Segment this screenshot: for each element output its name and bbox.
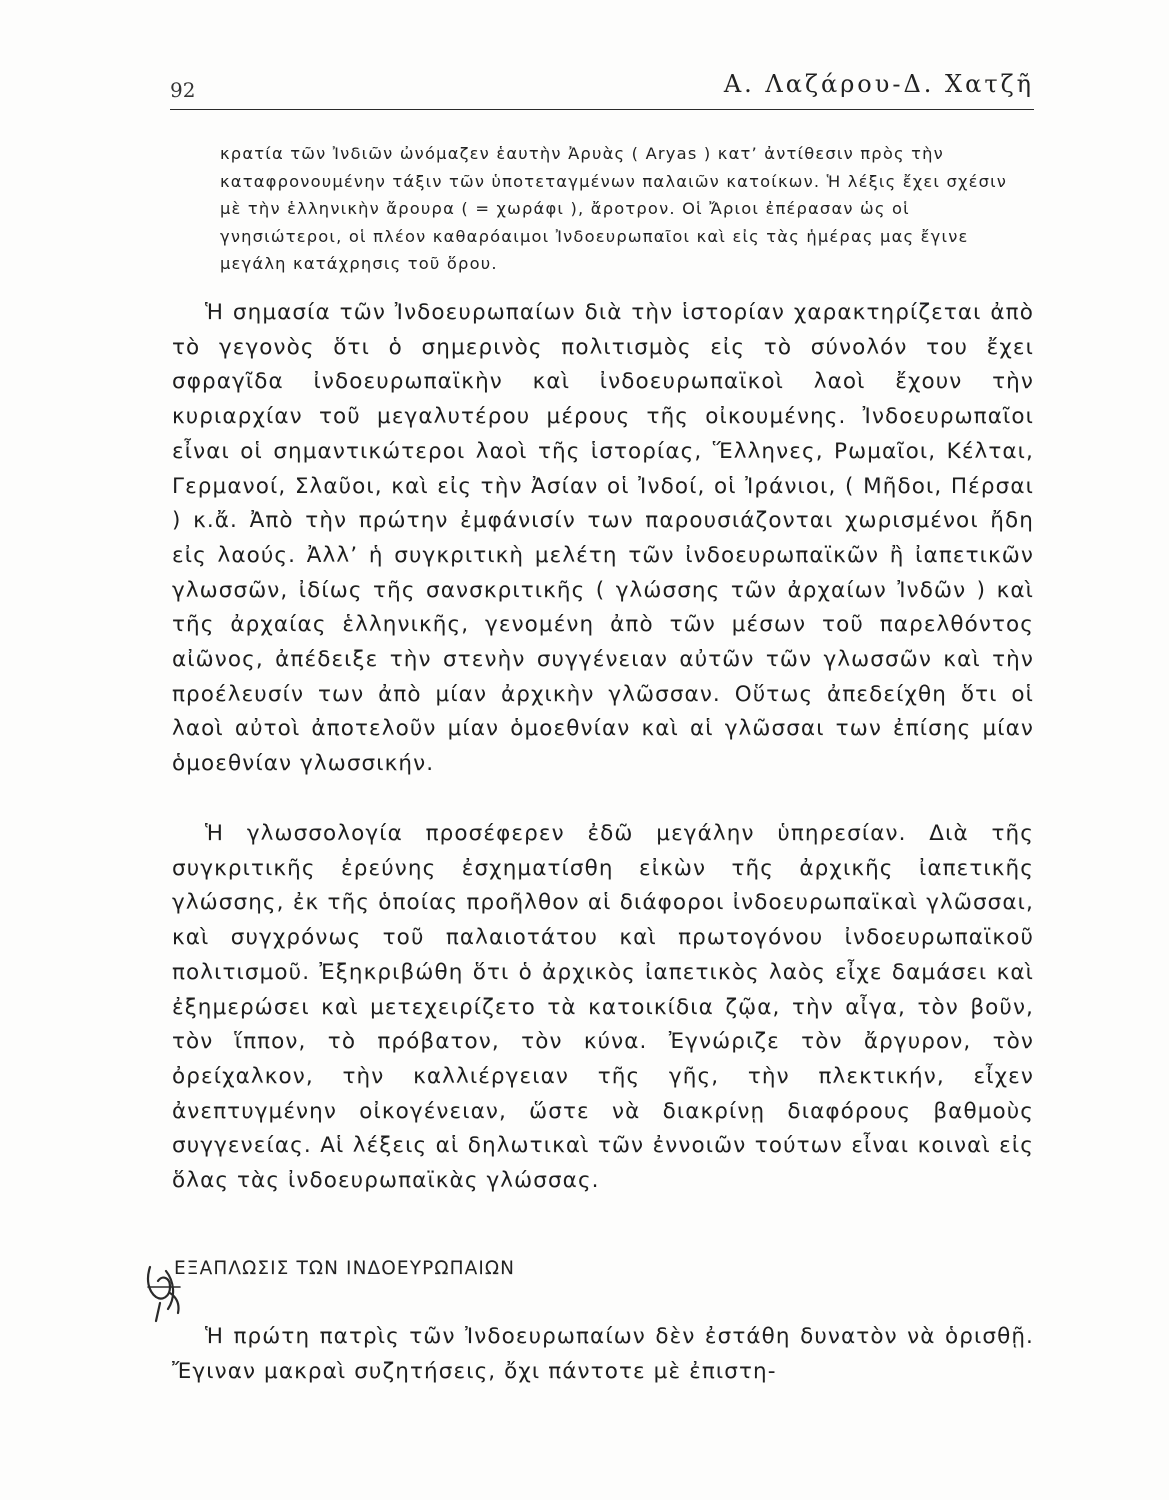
section-paragraph-1: Ἡ πρώτη πατρὶς τῶν Ἰνδοευρωπαίων δὲν ἐστάθη δυνατὸν νὰ ὁρισθῇ. Ἔγιναν μακραὶ συζητήσεις, ὄχι πάντοτε μὲ ἐπιστη-	[172, 1324, 1034, 1384]
body-paragraph-2: Ἡ γλωσσολογία προσέφερεν ἐδῶ μεγάλην ὑπηρεσίαν. Διὰ τῆς συγκριτικῆς ἐρεύνης ἐσχηματίσθη εἰκὼν τῆς ἀρχικῆς ἰαπετικῆς γλώσσης, ἐκ τῆς ὁποίας προῆλθον αἱ διάφοροι ἰνδοευρωπαϊκαὶ γλῶσσαι, καὶ συγχρόνως τοῦ παλαιοτάτου καὶ πρωτογόνου ἰνδοευρωπαϊκοῦ πολιτισμοῦ. Ἐξηκριβώθη ὅτι ὁ ἀρχικὸς ἰαπετικὸς λαὸς εἶχε δαμάσει καὶ ἐξημερώσει καὶ μετεχειρίζετο τὰ κατοικίδια ζῷα, τὴν αἶγα, τὸν βοῦν, τὸν ἵππον, τὸ πρόβατον, τὸν κύνα. Ἐγνώριζε τὸν ἄργυρον, τὸν ὀρείχαλκον, τὴν καλλιέργειαν τῆς γῆς, τὴν πλεκτικήν, εἶχεν ἀνεπτυγμένην οἰκογένειαν, ὥστε νὰ διακρίνῃ διαφόρους βαθμοὺς συγγενείας. Αἱ λέξεις αἱ δηλωτικαὶ τῶν ἐννοιῶν τούτων εἶναι κοιναὶ εἰς ὅλας τὰς ἰνδοευρωπαϊκὰς γλώσσας.	[172, 821, 1034, 1194]
page-number: 92	[170, 78, 196, 102]
body-paragraph-1: Ἡ σημασία τῶν Ἰνδοευρωπαίων διὰ τὴν ἱστορίαν χαρακτηρίζεται ἀπὸ τὸ γεγονὸς ὅτι ὁ σημερινὸς πολιτισμὸς εἰς τὸ σύνολόν του ἔχει σφραγῖδα ἰνδοευρωπαϊκὴν καὶ ἰνδοευρωπαϊκοὶ λαοὶ ἔχουν τὴν κυριαρχίαν τοῦ μεγαλυτέρου μέρους τῆς οἰκουμένης. Ἰνδοευρωπαῖοι εἶναι οἱ σημαντικώτεροι λαοὶ τῆς ἱστορίας, Ἕλληνες, Ρωμαῖοι, Κέλται, Γερμανοί, Σλαῦοι, καὶ εἰς τὴν Ἀσίαν οἱ Ἰνδοί, οἱ Ἰράνιοι, ( Μῆδοι, Πέρσαι ) κ.ἄ. Ἀπὸ τὴν πρώτην ἐμφάνισίν των παρουσιάζονται χωρισμένοι ἤδη εἰς λαούς. Ἀλλ’ ἡ συγκριτικὴ μελέτη τῶν ἰνδοευρωπαϊκῶν ἢ ἰαπετικῶν γλωσσῶν, ἰδίως τῆς σανσκριτικῆς ( γλώσσης τῶν ἀρχαίων Ἰνδῶν ) καὶ τῆς ἀρχαίας ἑλληνικῆς, γενομένη ἀπὸ τῶν μέσων τοῦ παρελθόντος αἰῶνος, ἀπέδειξε τὴν στενὴν συγγένειαν αὐτῶν τῶν γλωσσῶν καὶ τὴν προέλευσίν των ἀπὸ μίαν ἀρχικὴν γλῶσσαν. Οὕτως ἀπεδείχθη ὅτι οἱ λαοὶ αὐτοὶ ἀποτελοῦν μίαν ὁμοεθνίαν καὶ αἱ γλῶσσαι των ἐπίσης μίαν ὁμοεθνίαν γλωσσικήν.	[172, 300, 1034, 777]
running-head: Α. Λαζάρου-Δ. Χατζῆ	[723, 70, 1034, 98]
footnote: κρατία τῶν Ἰνδιῶν ὠνόμαζεν ἑαυτὴν Ἀρυὰς ( Aryas ) κατ’ ἀντίθεσιν πρὸς τὴν καταφρονουμένην τάξιν τῶν ὑποτεταγμένων παλαιῶν κατοίκων. Ἡ λέξις ἔχει σχέσιν μὲ τὴν ἑλληνικὴν ἄρουρα ( = χωράφι ), ἄροτρον. Οἱ Ἄριοι ἐπέρασαν ὡς οἱ γνησιώτεροι, οἱ πλέον καθαρόαιμοι Ἰνδοευρωπαῖοι καὶ εἰς τὰς ἡμέρας μας ἔγινε μεγάλη κατάχρησις τοῦ ὅρου.	[220, 144, 1008, 274]
header-rule	[170, 109, 1034, 110]
section-heading: ΕΞΑΠΛΩΣΙΣ ΤΩΝ ΙΝΔΟΕΥΡΩΠΑΙΩΝ	[174, 1258, 516, 1279]
page-header	[170, 70, 1034, 110]
